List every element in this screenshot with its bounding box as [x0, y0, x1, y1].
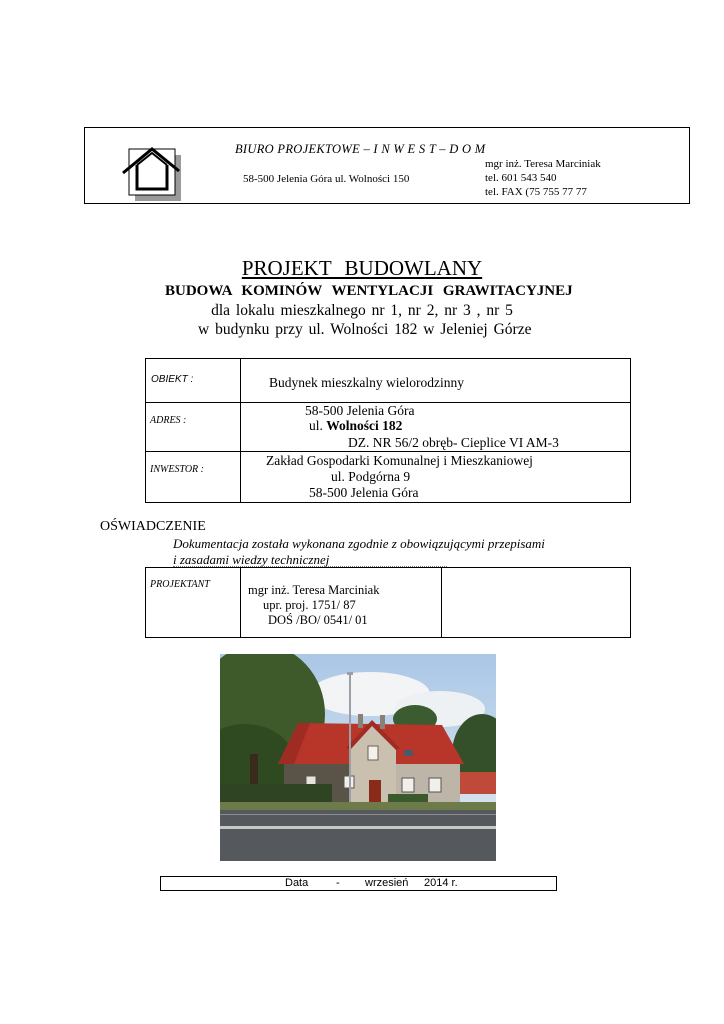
date-box [160, 876, 557, 891]
firm-address: 58-500 Jelenia Góra ul. Wolności 150 [243, 173, 410, 185]
adres-street-prefix: ul. [309, 418, 323, 433]
info-table-divider [240, 358, 241, 503]
firm-name: BIURO PROJEKTOWE – I N W E S T – D O M [235, 142, 486, 156]
date-dash: - [336, 877, 340, 889]
document-title [0, 256, 724, 281]
obiekt-value: Budynek mieszkalny wielorodzinny [269, 375, 464, 390]
date-month: wrzesień [365, 877, 409, 889]
projektant-name: mgr inż. Teresa Marciniak [248, 583, 380, 597]
adres-street [309, 418, 402, 434]
firm-phone: tel. 601 543 540 [485, 172, 557, 184]
declaration-line-2: i zasadami wiedzy technicznej [173, 552, 330, 567]
inwestor-name: Zakład Gospodarki Komunalnej i Mieszkaniowej [266, 453, 533, 468]
projektant-permit-1: upr. proj. 1751/ 87 [263, 598, 356, 612]
document-title-text: PROJEKT BUDOWLANY [241, 256, 483, 280]
adres-street-name: Wolności 182 [326, 418, 403, 433]
projektant-label: PROJEKTANT [150, 579, 210, 590]
declaration-line-1: Dokumentacja została wykonana zgodnie z obowiązującymi przepisami [173, 536, 545, 551]
subtitle-line-1: BUDOWA KOMINÓW WENTYLACJI GRAWITACYJNEJ [165, 283, 573, 299]
adres-plot: DZ. NR 56/2 obręb- Cieplice VI AM-3 [348, 435, 559, 450]
projektant-table [145, 567, 631, 638]
adres-city: 58-500 Jelenia Góra [305, 403, 415, 418]
date-label: Data [285, 877, 309, 889]
adres-label: ADRES : [150, 415, 187, 426]
inwestor-label: INWESTOR : [150, 464, 204, 475]
subtitle-line-2: dla lokalu mieszkalnego nr 1, nr 2, nr 3 , nr 5 [211, 302, 513, 319]
obiekt-label: OBIEKT : [151, 374, 194, 385]
building-photo [220, 654, 496, 861]
date-year: 2014 r. [424, 877, 458, 889]
signature-divider [441, 567, 442, 638]
info-table-row-divider [145, 451, 631, 452]
subtitle-line-3: w budynku przy ul. Wolności 182 w Jeleniej Górze [198, 321, 532, 338]
projektant-permit-2: DOŚ /BO/ 0541/ 01 [268, 613, 368, 627]
firm-fax: tel. FAX (75 755 77 77 [485, 186, 587, 198]
firm-person: mgr inż. Teresa Marciniak [485, 158, 601, 170]
house-logo-icon [121, 147, 181, 201]
declaration-heading: OŚWIADCZENIE [100, 519, 206, 534]
inwestor-street: ul. Podgórna 9 [331, 469, 411, 484]
projektant-divider [240, 567, 241, 638]
inwestor-city: 58-500 Jelenia Góra [309, 485, 419, 500]
